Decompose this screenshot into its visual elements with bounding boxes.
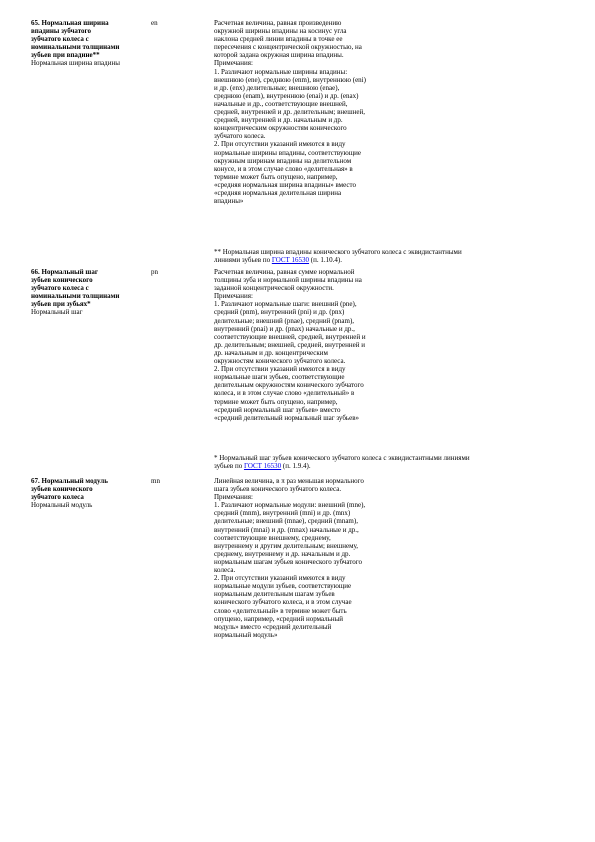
footnote-line: зубьев по ГОСТ 16530 (п. 1.9.4). (214, 462, 311, 471)
definition-line: заданной концентрической окружности. (214, 284, 334, 293)
footnote-line: * Нормальный шаг зубьев конического зубчатого колеса с эквидистантными линиями (214, 454, 470, 462)
definition-line: слово «делительный» в термине может быть (214, 606, 347, 615)
term-definition (214, 19, 414, 205)
definition-line: колеса, и в этом случае слово «делительный» в (214, 389, 355, 398)
footnote (214, 248, 474, 264)
definition-line: термине может быть опущено, например, (214, 397, 338, 406)
definition-line: Примечания: (214, 493, 253, 502)
definition-line: и др. (enx) делительные; внешнюю (enae), (214, 83, 340, 92)
term-line: зубчатого колеса (31, 493, 84, 502)
definition-line: 2. При отсутствии указаний имеются в виду (214, 365, 346, 374)
footnote-line: линиями зубьев по ГОСТ 16530 (п. 1.10.4). (214, 256, 342, 265)
definition-line: впадины» (214, 197, 244, 206)
term-line: зубьев при зубьях* (31, 300, 91, 309)
definition-line: конического зубчатого колеса, и в этом случае (214, 598, 352, 607)
definition-line: колеса. (214, 566, 236, 575)
definition-line: зубчатого колеса. (214, 132, 266, 141)
definition-line: 1. Различают нормальные шаги: внешний (pne), (214, 300, 357, 309)
definition-line: 2. При отсутствии указаний имеются в виду (214, 140, 346, 149)
definition-line: «средняя нормальная делительная ширина (214, 188, 342, 197)
definition-line: начальные и др., соответствующие внешней, (214, 99, 348, 108)
alternate-term: Нормальная ширина впадины (31, 59, 120, 68)
definition-line: пересечения с концентрической окружностью, на (214, 43, 362, 52)
definition-line: окружностям конического зубчатого колеса. (214, 357, 346, 366)
definition-line: Расчетная величина, равная сумме нормальной (214, 268, 355, 276)
definition-line: нормальным шагам зубьев конического зубчатого (214, 557, 362, 566)
alternate-term: Нормальный модуль (31, 501, 93, 510)
term-line: 66. Нормальный шаг (31, 268, 99, 276)
term-line: зубчатого колеса с (31, 284, 89, 293)
term-name (31, 19, 156, 68)
definition-line: термине может быть опущено, например, (214, 172, 338, 181)
term-symbol: mn (151, 477, 160, 485)
definition-line: конусе, и в этом случае слово «делительная» в (214, 164, 353, 173)
gost-link[interactable]: ГОСТ 16530 (271, 256, 310, 265)
definition-line: окружным ширинам впадины на делительном (214, 156, 352, 165)
definition-line: 1. Различают нормальные ширины впадины: (214, 67, 348, 76)
term-definition (214, 268, 414, 422)
definition-line: Расчетная величина, равная произведению (214, 19, 342, 27)
term-line: номинальными толщинами (31, 43, 120, 52)
term-line: номинальными толщинами (31, 292, 120, 301)
alternate-term: Нормальный шаг (31, 308, 83, 317)
definition-line: средней, внутренней и др. начальным и др. (214, 116, 343, 125)
definition-line: модуль» вместо «средний делительный (214, 622, 332, 631)
definition-line: нормальные шаги зубьев, соответствующие (214, 373, 345, 382)
definition-line: делительные; внешний (pnae), средний (pnam), (214, 316, 355, 325)
definition-line: нормальные модули зубьев, соответствующие (214, 582, 352, 591)
term-name (31, 477, 156, 509)
footnote-line: ** Нормальная ширина впадины конического зубчатого колеса с эквидистантными (214, 248, 462, 256)
definition-line: опущено, например, «средний нормальный (214, 614, 344, 623)
gost-link[interactable]: ГОСТ 16530 (243, 462, 282, 471)
definition-line: Линейная величина, в π раз меньшая нормального (214, 477, 364, 485)
definition-line: 2. При отсутствии указаний имеются в виду (214, 574, 346, 583)
definition-line: среднему, внутреннему и др. начальным и др. (214, 549, 351, 558)
definition-line: Примечания: (214, 292, 253, 301)
definition-line: средний (mnm), внутренний (mni) и др. (mnx) (214, 509, 351, 518)
definition-line: внутренний (mnai) и др. (mnax) начальные и др., (214, 525, 359, 534)
definition-line: шага зубьев конического зубчатого колеса. (214, 485, 342, 494)
definition-line: нормальный модуль» (214, 630, 278, 639)
definition-line: соответствующие внешнему, среднему, (214, 533, 331, 542)
definition-line: «средняя нормальная ширина впадины» вместо (214, 180, 356, 189)
definition-line: внутреннему и другим делительным; внешнему, (214, 541, 359, 550)
definition-line: др. делительным; внешней, средней, внутренней и (214, 340, 365, 349)
definition-line: средний (pnm), внутренний (pni) и др. (pnx) (214, 308, 345, 317)
definition-line: которой задана окружная ширина впадины. (214, 51, 344, 60)
term-line: зубьев при впадине** (31, 51, 100, 60)
definition-line: нормальные ширины впадины, соответствующие (214, 148, 361, 157)
term-line: впадины зубчатого (31, 27, 92, 36)
footnote (214, 454, 574, 470)
term-line: зубьев конического (31, 485, 93, 494)
term-line: зубьев конического (31, 276, 93, 285)
definition-line: «средний делительный нормальный шаг зубьев» (214, 413, 360, 422)
definition-line: внутренний (pnai) и др. (pnax) начальные и др., (214, 324, 355, 333)
definition-line: окружной ширины впадины на косинус угла (214, 27, 347, 36)
definition-line: 1. Различают нормальные модули: внешний (mne), (214, 501, 366, 510)
definition-line: среднюю (enam), внутреннюю (enai) и др. (enax) (214, 91, 359, 100)
definition-line: концентрическим окружностям конического (214, 124, 347, 133)
definition-line: внешнюю (ene), среднюю (enm), внутреннюю (eni) (214, 75, 366, 84)
term-name (31, 268, 156, 317)
definition-line: «средний нормальный шаг зубьев» вместо (214, 405, 341, 414)
term-definition (214, 477, 414, 639)
definition-line: делительные; внешний (mnae), средний (mnam), (214, 517, 358, 526)
term-symbol: pn (151, 268, 158, 276)
definition-line: нормальным делительным шагам зубьев (214, 590, 335, 599)
definition-line: соответствующие внешней, средней, внутренней и (214, 332, 366, 341)
definition-line: Примечания: (214, 59, 253, 68)
definition-line: толщины зуба и нормальной ширины впадины на (214, 276, 362, 285)
term-symbol: en (151, 19, 158, 27)
term-line: 65. Нормальная ширина (31, 19, 109, 27)
definition-line: др. начальным и др. концентрическим (214, 348, 328, 357)
term-line: 67. Нормальный модуль (31, 477, 108, 485)
definition-line: делительным окружностям конического зубчатого (214, 381, 364, 390)
term-line: зубчатого колеса с (31, 35, 89, 44)
definition-line: наклона средней линии впадины в точке ее (214, 35, 343, 44)
definition-line: средней, внутренней и др. делительным; внешней, (214, 108, 365, 117)
